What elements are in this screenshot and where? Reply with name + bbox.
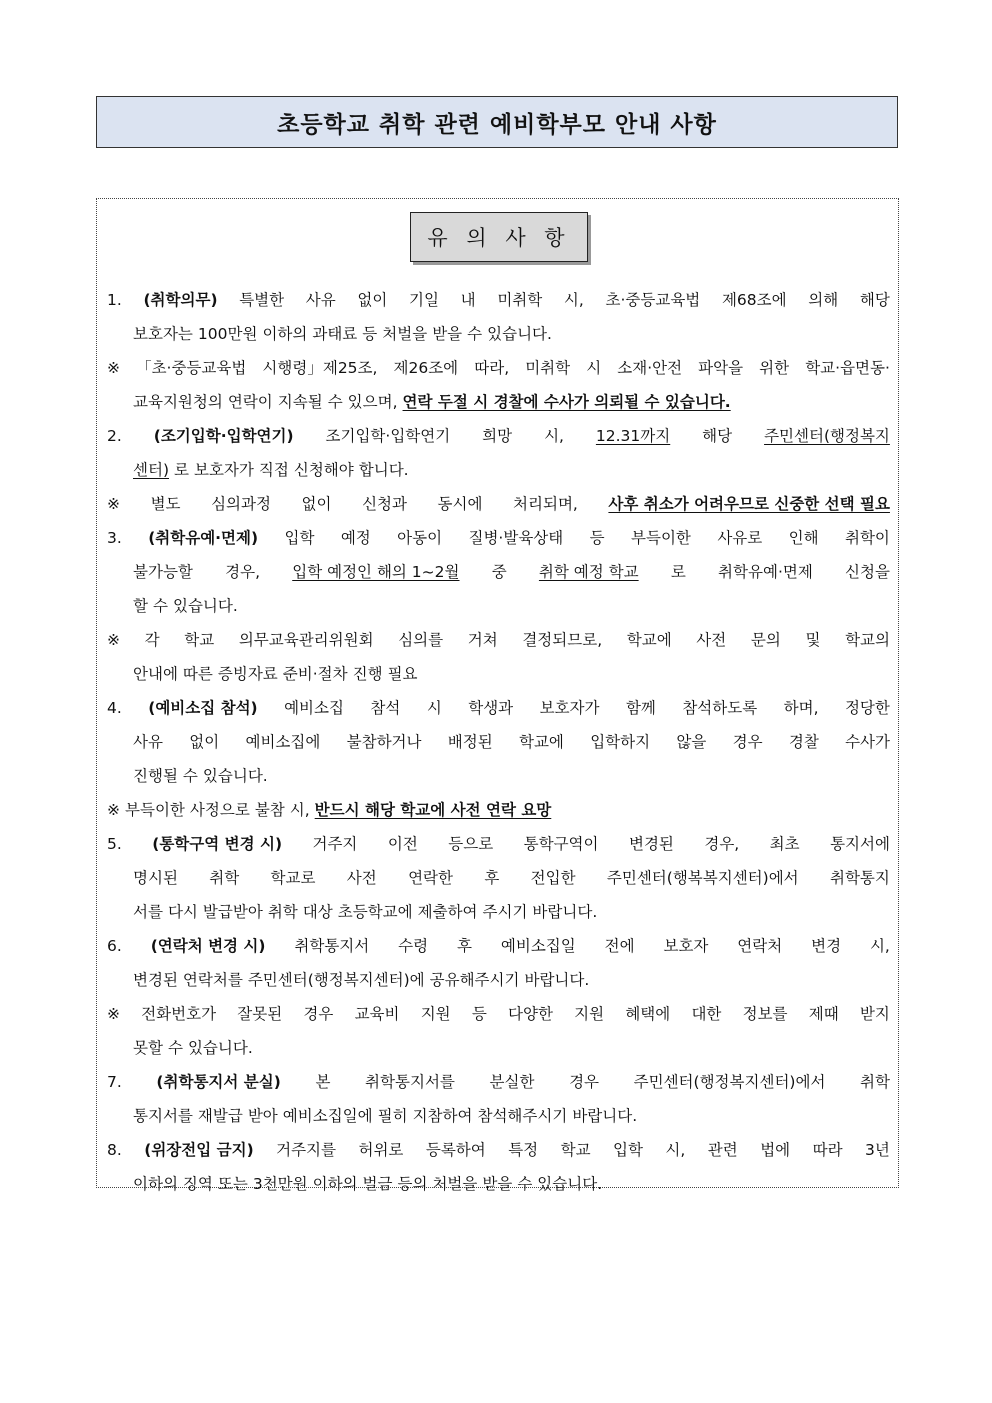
notice-word: 입학 예정인 해의 1~2월 xyxy=(292,563,460,581)
notice-word: 학교·읍면동· xyxy=(805,359,890,377)
notice-word: 예비소집에 xyxy=(245,733,321,751)
notice-heading: 유 의 사 항 xyxy=(410,212,588,262)
notice-word: 합니다. xyxy=(358,461,409,479)
notice-word: 최초 xyxy=(769,835,800,853)
notice-word: 이하의 xyxy=(133,1175,178,1193)
notice-word: 연락이 xyxy=(227,393,273,411)
notice-word: 취학유예·면제 xyxy=(718,563,813,581)
notice-word: 필히 xyxy=(377,1107,408,1125)
notice-line xyxy=(107,591,890,625)
notice-word: 재발급 xyxy=(197,1107,243,1125)
notice-word: 수령 xyxy=(398,937,429,955)
notice-line xyxy=(107,659,890,693)
notice-word: (연락처 변경 시) xyxy=(150,937,266,955)
notice-word: 혜택에 xyxy=(625,1005,671,1023)
notice-word: 조기입학·입학연기 xyxy=(325,427,451,445)
notice-word: 사전 xyxy=(696,631,727,649)
notice-word: 경우, xyxy=(704,835,740,853)
notice-word: 변경 xyxy=(811,937,842,955)
notice-word: 8. xyxy=(107,1141,122,1159)
notice-word: 수 xyxy=(517,1175,533,1193)
notice-word: 입학 xyxy=(613,1141,643,1159)
notice-word: 연락한 xyxy=(408,869,453,887)
notice-word: 학교로 xyxy=(270,869,316,887)
notice-word: 대한 xyxy=(691,1005,722,1023)
notice-word: 정당한 xyxy=(844,699,890,717)
notice-word: 입학 xyxy=(284,529,315,547)
notice-word: 초등학교에 xyxy=(337,903,413,921)
notice-word: 사유 xyxy=(305,291,336,309)
notice-word: 초·중등교육법 xyxy=(605,291,701,309)
notice-content xyxy=(107,285,890,1203)
notice-word: 동시에 xyxy=(437,495,483,513)
notice-word: 있으며, xyxy=(347,393,398,411)
notice-word: 지원 xyxy=(420,1005,451,1023)
notice-word: 또는 xyxy=(217,1175,248,1193)
notice-word: 취학통지서 xyxy=(294,937,370,955)
notice-word: 진행 xyxy=(352,665,383,683)
notice-word: 시, xyxy=(665,1141,686,1159)
notice-word: 징역 xyxy=(182,1175,213,1193)
notice-word: 주시기 xyxy=(482,903,528,921)
notice-word: 연락 두절 시 경찰에 수사가 의뢰될 수 있습니다. xyxy=(402,393,731,411)
notice-word: 및 xyxy=(805,631,821,649)
notice-word: 시, xyxy=(289,801,310,819)
notice-word: 학교의 xyxy=(845,631,890,649)
notice-word: 문의 xyxy=(750,631,781,649)
notice-word: ※ xyxy=(107,801,120,819)
notice-word: 「초·중등교육법 xyxy=(136,359,247,377)
notice-word: 시, xyxy=(869,937,890,955)
notice-word: 수 xyxy=(467,325,483,343)
notice-line xyxy=(107,761,890,795)
notice-word: 사정으로 xyxy=(189,801,250,819)
notice-word: (위장전입 금지) xyxy=(144,1141,254,1159)
notice-word: 참석 xyxy=(370,699,401,717)
notice-word: 준비·절차 xyxy=(282,665,348,683)
notice-word: 통지서에 xyxy=(830,835,890,853)
notice-word: 후 xyxy=(457,937,472,955)
notice-word: 기일 xyxy=(409,291,439,309)
notice-word: ※ xyxy=(107,495,120,513)
notice-line xyxy=(107,829,890,863)
notice-word: 불참하거나 xyxy=(346,733,422,751)
notice-word: 전입한 xyxy=(530,869,576,887)
notice-word: 따른 xyxy=(182,665,213,683)
notice-word: 벌금 xyxy=(362,1175,393,1193)
notice-word: 주민센터(행복복지센터)에서 xyxy=(606,869,799,887)
notice-word: 사후 취소가 어려우므로 신중한 선택 필요 xyxy=(608,495,890,513)
notice-word: 지원 xyxy=(574,1005,605,1023)
notice-line xyxy=(107,1067,890,1101)
notice-word: 학교 xyxy=(560,1141,591,1159)
notice-line xyxy=(107,319,890,353)
notice-word: 100만원 xyxy=(197,325,258,343)
notice-line xyxy=(107,353,890,387)
notice-word: 결정되므로, xyxy=(522,631,603,649)
notice-word: 희망 xyxy=(482,427,513,445)
notice-word: ※ xyxy=(107,1005,120,1023)
notice-line xyxy=(107,489,890,523)
notice-word: 학생과 xyxy=(468,699,514,717)
notice-word: 있습니다. xyxy=(187,1039,253,1057)
notice-word: 소재·안전 xyxy=(617,359,683,377)
notice-word: ※ xyxy=(107,631,120,649)
notice-word: 해당 xyxy=(859,291,890,309)
notice-word: 변경된 xyxy=(133,971,178,989)
notice-word: 취학 예정 학교 xyxy=(538,563,639,581)
notice-word: 미취학 xyxy=(525,359,571,377)
notice-word: 로 xyxy=(174,461,189,479)
notice-line xyxy=(107,1169,890,1203)
notice-word: 다양한 xyxy=(508,1005,553,1023)
notice-word: 다시 xyxy=(167,903,198,921)
notice-word: 예비소집일 xyxy=(500,937,576,955)
notice-word: 법에 xyxy=(760,1141,791,1159)
notice-word: 심의를 xyxy=(398,631,444,649)
notice-line xyxy=(107,1033,890,1067)
notice-word: 거주지 xyxy=(312,835,358,853)
notice-word: 반드시 해당 학교에 사전 연락 요망 xyxy=(314,801,552,819)
notice-word: 바랍니다. xyxy=(532,903,598,921)
notice-word: 못할 xyxy=(133,1039,163,1057)
notice-word: 직접 xyxy=(258,461,289,479)
notice-word: 신청해야 xyxy=(293,461,354,479)
notice-line xyxy=(107,1135,890,1169)
notice-word: 연락처 xyxy=(737,937,783,955)
notice-word: 내 xyxy=(460,291,476,309)
notice-word: 센터) xyxy=(133,461,169,479)
notice-word: 예비소집 xyxy=(284,699,344,717)
notice-word: 경우 xyxy=(303,1005,334,1023)
notice-word: 파악을 xyxy=(698,359,744,377)
notice-word: 등록하여 xyxy=(425,1141,486,1159)
notice-line xyxy=(107,863,890,897)
notice-word: 이하의 xyxy=(312,1175,358,1193)
notice-word: 학교에 xyxy=(626,631,672,649)
notice-word: 받아 xyxy=(247,1107,278,1125)
notice-word: 불참 xyxy=(254,801,285,819)
notice-word: 배정된 xyxy=(447,733,493,751)
notice-word: 시 xyxy=(586,359,602,377)
notice-word: 증빙자료 xyxy=(217,665,278,683)
notice-word: 제26조에 xyxy=(393,359,459,377)
notice-word: 참석해주시기 xyxy=(477,1107,568,1125)
notice-word: 보호자 xyxy=(663,937,709,955)
notice-word: 주민센터(행정복지센터)에 xyxy=(247,971,425,989)
notice-word: 제때 xyxy=(808,1005,839,1023)
notice-word: 전에 xyxy=(604,937,635,955)
notice-word: 2. xyxy=(107,427,122,445)
notice-word: 학교에 xyxy=(518,733,564,751)
notice-word: 처리되며, xyxy=(513,495,578,513)
notice-word: 이전 xyxy=(387,835,418,853)
notice-word: 없이 xyxy=(301,495,332,513)
notice-word: 사유로 xyxy=(717,529,763,547)
notice-word: 3. xyxy=(107,529,122,547)
notice-word: 심의과정 xyxy=(211,495,271,513)
notice-line xyxy=(107,421,890,455)
notice-word: 시행령」제25조, xyxy=(262,359,378,377)
notice-line xyxy=(107,897,890,931)
notice-word: 연락처를 xyxy=(182,971,243,989)
notice-word: 1. xyxy=(107,291,122,309)
notice-word: 있습니다. xyxy=(537,1175,603,1193)
notice-line xyxy=(107,795,890,829)
notice-word: 사전 xyxy=(346,869,377,887)
notice-word: (취학의무) xyxy=(143,291,218,309)
notice-word: 특별한 xyxy=(239,291,285,309)
notice-word: 따라 xyxy=(812,1141,843,1159)
notice-word: 취학통지 xyxy=(829,869,890,887)
notice-word: 수사가 xyxy=(845,733,890,751)
notice-word: 경우 xyxy=(569,1073,600,1091)
notice-word: 받지 xyxy=(859,1005,890,1023)
notice-word: 등 xyxy=(471,1005,487,1023)
notice-word: 바랍니다. xyxy=(524,971,590,989)
notice-word: 수 xyxy=(182,767,198,785)
notice-line xyxy=(107,285,890,319)
notice-word: 수 xyxy=(327,393,343,411)
notice-word: 관련 xyxy=(707,1141,738,1159)
notice-word: 경찰 xyxy=(788,733,819,751)
notice-word: 해당 xyxy=(702,427,733,445)
notice-word: 불가능할 xyxy=(133,563,193,581)
notice-word: 후 xyxy=(484,869,500,887)
notice-word: 없이 xyxy=(357,291,388,309)
notice-word: 등의 xyxy=(397,1175,428,1193)
notice-word: 신청을 xyxy=(845,563,890,581)
notice-word: 통지서를 xyxy=(133,1107,193,1125)
notice-word: 사유 xyxy=(133,733,163,751)
notice-word: 보호자는 xyxy=(133,325,193,343)
notice-word: 거쳐 xyxy=(467,631,498,649)
notice-line xyxy=(107,693,890,727)
notice-line xyxy=(107,999,890,1033)
notice-word: 시, xyxy=(563,291,584,309)
notice-word: 미취학 xyxy=(497,291,543,309)
notice-word: 과태료 xyxy=(312,325,358,343)
notice-word: 있습니다. xyxy=(202,767,268,785)
notice-word: 지참하여 xyxy=(412,1107,473,1125)
notice-word: 별도 xyxy=(150,495,181,513)
notice-word: (예비소집 참석) xyxy=(148,699,258,717)
notice-word: 받을 xyxy=(482,1175,513,1193)
notice-word: 대상 xyxy=(302,903,333,921)
notice-line xyxy=(107,557,890,591)
notice-word: 6. xyxy=(107,937,122,955)
notice-word: 취학 xyxy=(267,903,298,921)
notice-word: (취학유예·면제) xyxy=(148,529,259,547)
notice-word: 의해 xyxy=(808,291,839,309)
notice-word: 아동이 xyxy=(397,529,443,547)
notice-word: 예정 xyxy=(340,529,371,547)
notice-word: 서를 xyxy=(133,903,163,921)
notice-word: 의무교육관리위원회 xyxy=(238,631,374,649)
notice-word: 없이 xyxy=(189,733,220,751)
notice-word: 제출하여 xyxy=(417,903,478,921)
notice-line xyxy=(107,387,890,421)
notice-word: 제68조에 xyxy=(721,291,787,309)
notice-word: 취학 xyxy=(860,1073,890,1091)
notice-word: 위한 xyxy=(759,359,790,377)
notice-word: 할 xyxy=(133,597,148,615)
title-box xyxy=(96,96,898,148)
notice-word: 있습니다. xyxy=(172,597,238,615)
notice-word: 특정 xyxy=(508,1141,539,1159)
notice-word: 등으로 xyxy=(448,835,494,853)
notice-word: 중 xyxy=(491,563,507,581)
notice-word: 시 xyxy=(426,699,442,717)
notice-line xyxy=(107,931,890,965)
notice-word: (취학통지서 분실) xyxy=(156,1073,281,1091)
notice-word: 필요 xyxy=(387,665,418,683)
notice-word: 등 xyxy=(362,325,378,343)
notice-word: 바랍니다. xyxy=(572,1107,638,1125)
notice-line xyxy=(107,523,890,557)
notice-word: 지속될 xyxy=(277,393,323,411)
notice-word: 입학하지 xyxy=(590,733,651,751)
notice-word: 수 xyxy=(152,597,168,615)
notice-word: (조기입학·입학연기) xyxy=(153,427,294,445)
notice-word: 허위로 xyxy=(358,1141,404,1159)
notice-word: 부득이한 xyxy=(125,801,185,819)
page-title: 초등학교 취학 관련 예비학부모 안내 사항 xyxy=(277,111,717,138)
notice-word: 변경된 xyxy=(628,835,674,853)
notice-word: 수 xyxy=(167,1039,183,1057)
notice-word: 경우, xyxy=(225,563,260,581)
notice-word: 주민센터(행정복지 xyxy=(764,427,890,445)
notice-word: 각 xyxy=(144,631,160,649)
notice-word: 정보를 xyxy=(742,1005,788,1023)
notice-word: 취학 xyxy=(209,869,240,887)
notice-word: 경우 xyxy=(732,733,763,751)
notice-word: 3천만원 xyxy=(252,1175,308,1193)
notice-word: 인해 xyxy=(788,529,819,547)
notice-box xyxy=(96,198,899,1193)
notice-word: 신청과 xyxy=(362,495,407,513)
notice-word: 학교 xyxy=(184,631,215,649)
notice-word: 분실한 xyxy=(489,1073,535,1091)
notice-word: 잘못된 xyxy=(237,1005,283,1023)
notice-line xyxy=(107,455,890,489)
notice-word: 거주지를 xyxy=(276,1141,337,1159)
notice-word: 취학이 xyxy=(844,529,890,547)
notice-line xyxy=(107,965,890,999)
notice-word: (통학구역 변경 시) xyxy=(152,835,283,853)
notice-word: 교육비 xyxy=(354,1005,400,1023)
notice-word: 7. xyxy=(107,1073,122,1091)
notice-word: 처벌을 xyxy=(382,325,428,343)
notice-word: 4. xyxy=(107,699,122,717)
notice-word: 주민센터(행정복지센터)에서 xyxy=(633,1073,826,1091)
notice-word: 보호자가 xyxy=(193,461,254,479)
notice-word: ※ xyxy=(107,359,120,377)
notice-word: 3년 xyxy=(865,1141,890,1159)
notice-word: 받을 xyxy=(432,325,463,343)
notice-word: 공유해주시기 xyxy=(429,971,520,989)
notice-line xyxy=(107,625,890,659)
notice-word: 하며, xyxy=(783,699,819,717)
notice-word: 교육지원청의 xyxy=(133,393,223,411)
notice-word: 안내에 xyxy=(133,665,178,683)
notice-word: 참석하도록 xyxy=(682,699,758,717)
notice-word: 부득이한 xyxy=(631,529,691,547)
notice-word: 전화번호가 xyxy=(141,1005,217,1023)
notice-word: 통학구역이 xyxy=(523,835,599,853)
notice-word: 명시된 xyxy=(133,869,178,887)
notice-word: 로 xyxy=(670,563,686,581)
notice-word: 함께 xyxy=(625,699,656,717)
notice-word: 처벌을 xyxy=(432,1175,478,1193)
notice-word: 질병·발육상태 xyxy=(468,529,564,547)
notice-word: 본 xyxy=(315,1073,331,1091)
notice-word: 취학통지서를 xyxy=(365,1073,455,1091)
notice-word: 발급받아 xyxy=(202,903,263,921)
notice-word: 있습니다. xyxy=(487,325,552,343)
notice-word: 등 xyxy=(589,529,605,547)
notice-word: 보호자가 xyxy=(539,699,600,717)
notice-line xyxy=(107,727,890,761)
notice-word: 진행될 xyxy=(133,767,178,785)
notice-word: 예비소집일에 xyxy=(282,1107,373,1125)
notice-word: 12.31까지 xyxy=(595,427,671,445)
notice-word: 않을 xyxy=(676,733,707,751)
notice-word: 따라, xyxy=(474,359,510,377)
notice-word: 이하의 xyxy=(262,325,308,343)
notice-line xyxy=(107,1101,890,1135)
notice-word: 5. xyxy=(107,835,122,853)
notice-word: 시, xyxy=(544,427,564,445)
